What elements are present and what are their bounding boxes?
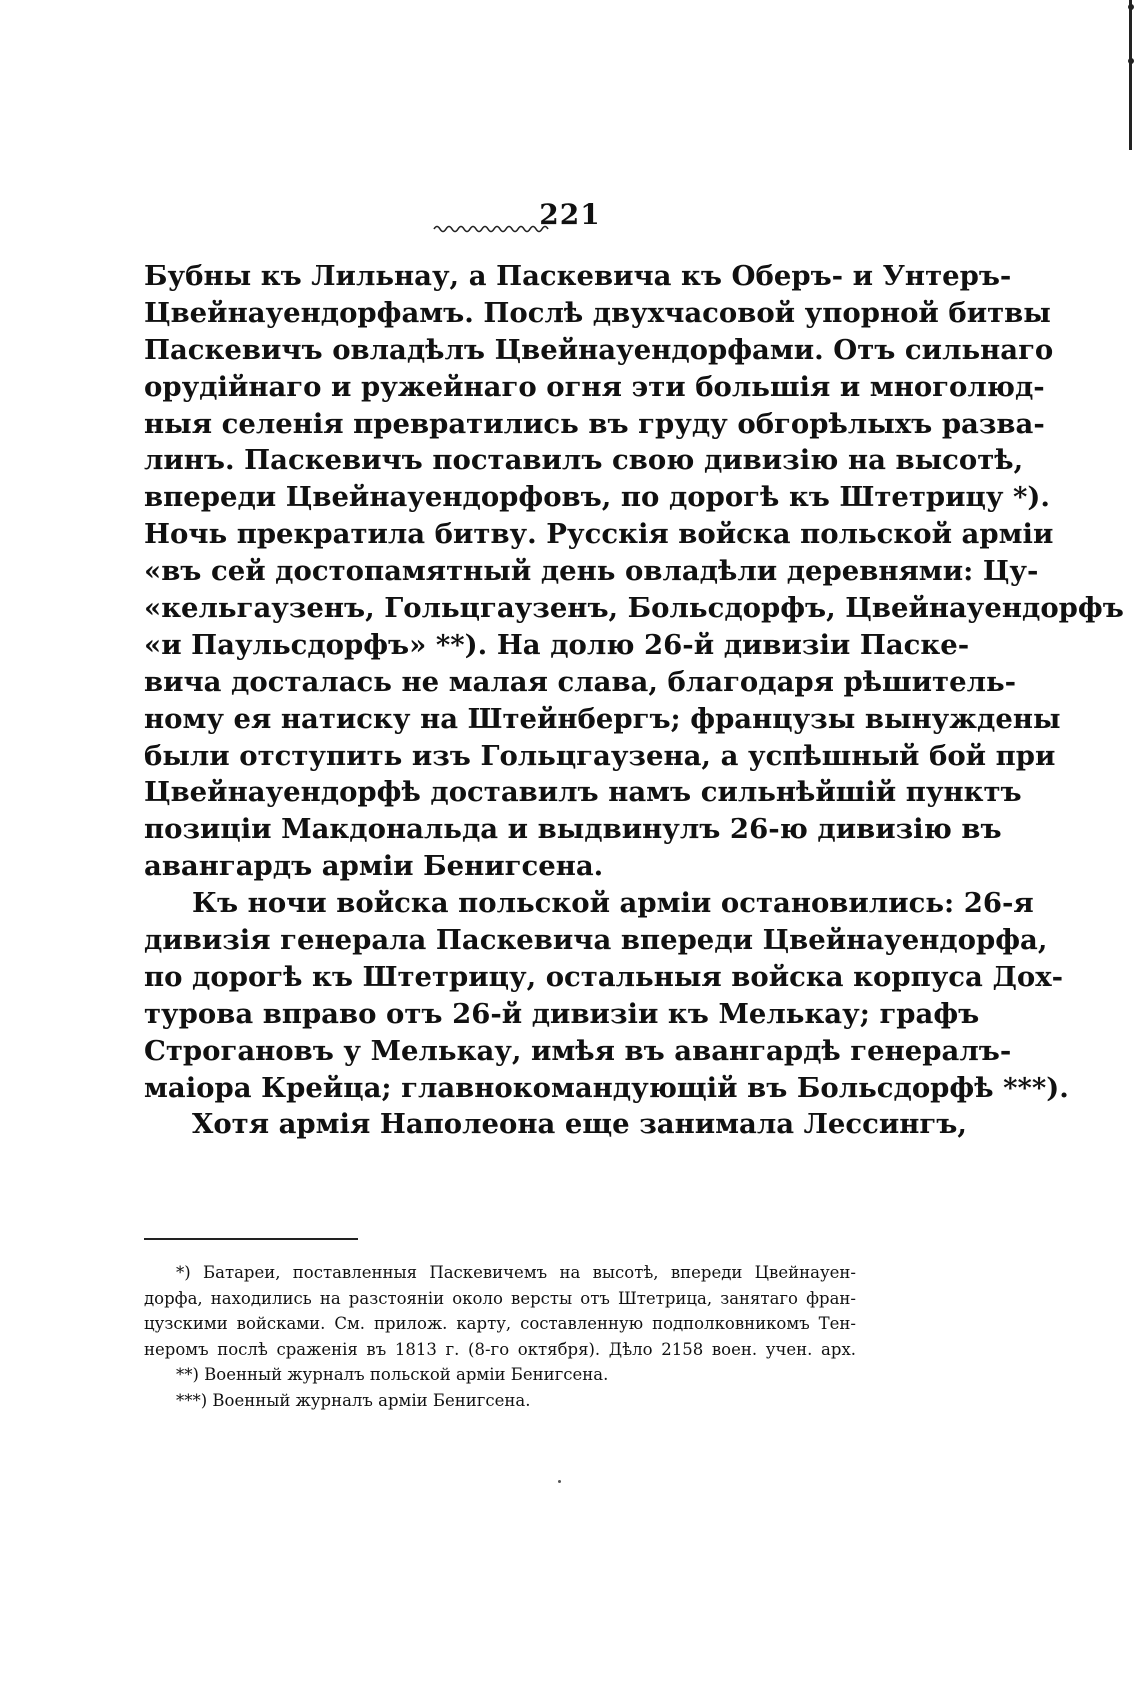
- page-number: 221: [539, 198, 601, 231]
- footnote-line: **) Военный журналъ польской арміи Бенигсена.: [176, 1365, 609, 1384]
- text-line: турова вправо отъ 26-й дивизіи къ Мелькау; графъ: [144, 997, 980, 1030]
- text-line: Ночь прекратила битву. Русскія войска польской арміи: [144, 518, 1054, 551]
- text-line: «кельгаузенъ, Гольцгаузенъ, Больсдорфъ, Цвейнауендорфъ: [144, 592, 1124, 625]
- text-line: «въ сей достопамятный день овладѣли деревнями: Цу-: [144, 555, 1039, 588]
- footnote-line: ***) Военный журналъ арміи Бенигсена.: [176, 1390, 531, 1410]
- text-line: Бубны къ Лильнау, а Паскевича къ Оберъ- и Унтеръ-: [144, 260, 1012, 292]
- text-line: вича досталась не малая слава, благодаря рѣшитель-: [144, 665, 1017, 698]
- text-line: ному ея натиску на Штейнбергъ; французы вынуждены: [144, 702, 1061, 735]
- main-text: [144, 258, 1124, 1143]
- text-line: по дорогѣ къ Штетрицу, остальныя войска корпуса Дох-: [144, 960, 1064, 993]
- text-line: Строгановъ у Мелькау, имѣя въ авангардѣ генералъ-: [144, 1034, 1012, 1067]
- text-line: «и Паульсдорфъ» **). На долю 26-й дивизіи Паске-: [144, 628, 970, 661]
- page-edge-line: [1129, 0, 1132, 150]
- paper-speck: [558, 1480, 561, 1483]
- text-line: Цвейнауендорфамъ. Послѣ двухчасовой упорной битвы: [144, 296, 1051, 329]
- text-line: Паскевичъ овладѣлъ Цвейнауендорфами. Отъ сильнаго: [144, 333, 1054, 366]
- text-line: авангардъ арміи Бенигсена.: [144, 850, 604, 883]
- footnote-line: *) Батареи, поставленныя Паскевичемъ на высотѣ, впереди Цвейнауен-: [176, 1263, 856, 1282]
- text-line: орудійнаго и ружейнаго огня эти большія и многолюд-: [144, 370, 1045, 403]
- footnote-separator: [144, 1238, 358, 1240]
- text-line: линъ. Паскевичъ поставилъ свою дивизію на высотѣ,: [144, 444, 1024, 477]
- text-line: Къ ночи войска польской арміи остановились: 26-я: [192, 887, 1034, 920]
- text-line: маіора Крейца; главнокомандующій въ Больсдорфѣ ***).: [144, 1071, 1069, 1104]
- page-number-ornament: [432, 222, 552, 236]
- text-line: Цвейнауендорфѣ доставилъ намъ сильнѣйшій пунктъ: [144, 776, 1022, 809]
- text-line: ныя селенія превратились въ груду обгорѣлыхъ разва-: [144, 407, 1045, 440]
- text-line: были отступить изъ Гольцгаузена, а успѣшный бой при: [144, 739, 1056, 772]
- text-line: позиціи Макдональда и выдвинулъ 26-ю дивизію въ: [144, 813, 1002, 846]
- footnote-line: дорфа, находились на разстояніи около версты отъ Штетрица, занятаго фран-: [144, 1288, 856, 1308]
- text-line: впереди Цвейнауендорфовъ, по дорогѣ къ Штетрицу *).: [144, 481, 1051, 514]
- footnotes: [144, 1260, 856, 1413]
- page-edge-mark: [1128, 58, 1134, 64]
- footnote-line: цузскими войсками. См. прилож. карту, составленную подполковникомъ Тен-: [144, 1314, 856, 1333]
- footnote-line: неромъ послѣ сраженія въ 1813 г. (8-го октября). Дѣло 2158 воен. учен. арх.: [144, 1339, 856, 1359]
- text-line: Хотя армія Наполеона еще занимала Лессингъ,: [192, 1108, 967, 1141]
- page-edge-mark: [1128, 4, 1134, 10]
- text-line: дивизія генерала Паскевича впереди Цвейнауендорфа,: [144, 924, 1048, 957]
